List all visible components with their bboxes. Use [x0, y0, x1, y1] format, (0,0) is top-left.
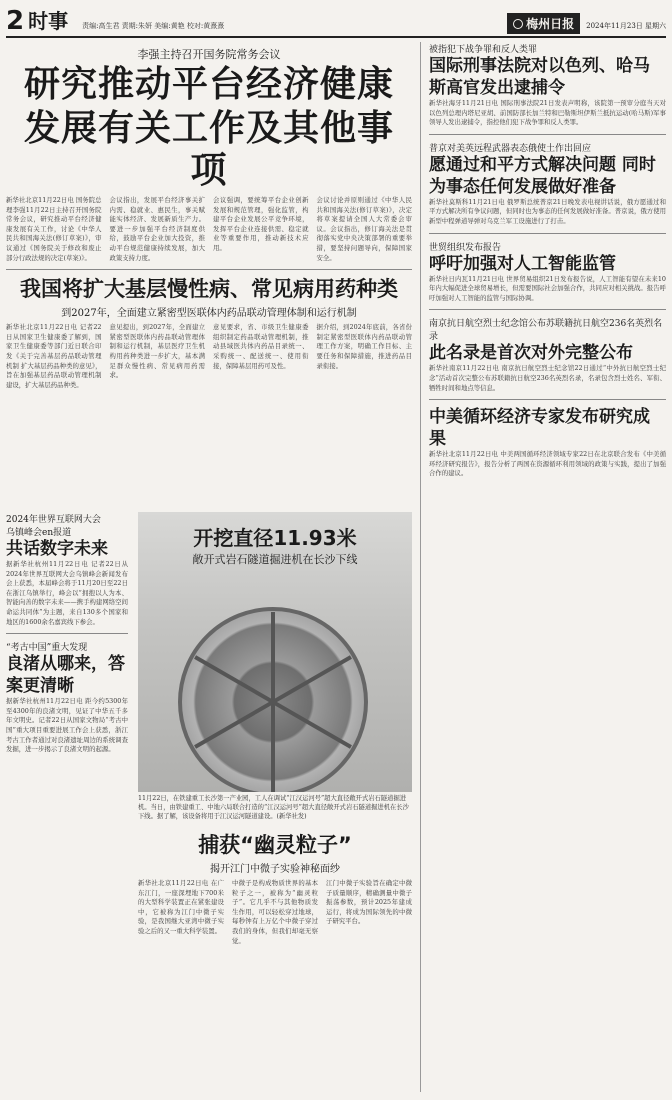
icc-title: 国际刑事法院对以色列、哈马斯高官发出逮捕令 — [429, 56, 650, 98]
drugs-paragraph: 意见提出，到2027年，全面建立紧密型医联体内药品联动管理体制和运行机制，基层医疗卫生机构用药种类进一步扩大，基本满足群众慢性病、常见病用药需求。 — [109, 323, 205, 380]
forum-kicker: 2024年世界互联网大会 — [6, 515, 101, 525]
photo-caption: 11月22日，在铁建重工长沙第一产业园，工人在调试“江汉运河号”超大直径敞开式岩石隧道掘进机。当日，由铁建重工、中地六局联合打造的“江汉运河号”超大直径敞开式岩石隧道掘进机在长沙下线。据了解，该设备将用于江汉运河隧道建设。(新华社发) — [138, 795, 409, 820]
page-header — [6, 6, 666, 38]
ghost-paragraph: 中微子是构成物质世界的基本粒子之一，被称为“幽灵粒子”。它几乎不与其他物质发生作用，可以轻松穿过地球，每秒钟有上万亿个中微子穿过我们的身体，但我们却毫无察觉。 — [232, 879, 318, 945]
memorial-kicker: 南京抗日航空烈士纪念馆公布苏联籍抗日航空236名英烈名录 — [429, 319, 663, 343]
forum-article — [6, 512, 128, 755]
ghost-article — [138, 832, 412, 946]
lead-title-1: 研究推动平台经济健康 — [23, 64, 394, 105]
forum-kicker-2: 乌镇峰会en报道 — [6, 528, 72, 538]
ghost-title: 捕获“幽灵粒子” — [198, 833, 352, 857]
photo-title: 开挖直径11.93米 — [193, 526, 357, 550]
icc-kicker: 被指犯下战争罪和反人类罪 — [429, 45, 538, 55]
section-title: 时事 — [28, 9, 69, 33]
forum-title: 共话数字未来 — [6, 539, 108, 559]
circular-econ-body: 新华社北京11月22日电 中美两国循环经济领域专家22日在北京联合发布《中美循环经济研究报告》，报告分析了两国在资源循环利用领域的政策与实践，提出了加强合作的建议。 — [429, 450, 666, 478]
putin-kicker: 普京对美英远程武器表态俄使土作出回应 — [429, 143, 592, 154]
heritage-kicker: “考古中国”重大发现 — [6, 643, 88, 654]
lead-paragraph: 会议指出，发展平台经济事关扩内需、稳就业、惠民生，事关赋能实体经济、发展新质生产力。要进一步加强平台经济制度供给，鼓励平台企业加大投资，推动平台规范健康持续发展，加大政策支持力度。 — [109, 196, 205, 262]
left-column — [6, 42, 412, 945]
lead-kicker: 李强主持召开国务院常务会议 — [137, 48, 281, 61]
photo-credit: (新华社发) — [276, 813, 307, 820]
drugs-subtitle: 到2027年，全面建立紧密型医联体内药品联动管理体制和运行机制 — [61, 308, 357, 320]
heritage-body: 据新华社杭州11月22日电 距今约5300年至4300年的良渚文明，见证了中华五千多年文明史。记者22日从国家文物局“考古中国”重大项目重要进展工作会上获悉，浙江考古工作者通过对良渚遗址周边的系统调查发掘，进一步揭示了良渚文明的起源。 — [6, 697, 128, 754]
ghost-paragraph: 新华社北京11月22日电 在广东江门，一座深埋地下700米的大型科学装置正在紧张建设中，它被称为江门中微子实验，是我国继大亚湾中微子实验之后的又一重大科学装置。 — [138, 879, 224, 935]
seal-icon — [513, 19, 523, 29]
ghost-paragraph: 江门中微子实验旨在确定中微子质量顺序，精确测量中微子振荡参数，预计2025年建成运行，将成为国际领先的中微子研究平台。 — [326, 879, 412, 926]
heritage-title: 良渚从哪来，答案更清晰 — [6, 654, 125, 697]
drugs-title: 我国将扩大基层慢性病、常见病用药种类 — [20, 277, 398, 302]
memorial-title: 此名录是首次对外完整公布 — [429, 343, 633, 364]
lead-paragraph: 会议讨论并原则通过《中华人民共和国海关法(修订草案)》，决定将草案提请全国人大常委会审议。会议指出，修订海关法是贯彻落实党中央决策部署的重要举措，要坚持问题导向，保障国家安全。 — [316, 196, 412, 262]
tunnel-photo — [138, 512, 412, 792]
drugs-paragraph: 新华社北京11月22日电 记者22日从国家卫生健康委了解到，国家卫生健康委等部门近日联合印发《关于完善基层药品联动管理机制 扩大基层药品种类的意见》，旨在加强基层药品联动管理机制建设，扩大基层药品种类。 — [6, 323, 102, 389]
ghost-subtitle: 揭开江门中微子实验神秘面纱 — [210, 864, 340, 875]
wto-body: 新华社日内瓦11月21日电 世界贸易组织21日发布报告说，人工智能有望在未来10年内大幅促进全球贸易增长，但需要国际社会加强合作，共同应对相关挑战。报告呼吁加强对人工智能的监管与国际协调。 — [429, 274, 666, 302]
putin-title: 愿通过和平方式解决问题 同时为事态任何发展做好准备 — [429, 154, 656, 197]
wto-title: 呼吁加强对人工智能监管 — [429, 253, 616, 274]
right-column — [420, 42, 666, 1092]
page-number: 2 — [6, 6, 25, 36]
drugs-paragraph: 据介绍，到2024年底前，各省份制定紧密型医联体内药品联动管理工作方案，明确工作目标、主要任务和保障措施，推进药品目录衔接。 — [316, 323, 412, 370]
icc-body: 新华社海牙11月21日电 国际刑事法院21日发表声明称，该院第一预审分庭当天对以色列总理内塔尼亚胡、前国防部长加兰特和巴勒斯坦伊斯兰抵抗运动(哈马斯)军事领导人发出逮捕令，指控他们犯下战争罪和反人类罪。 — [429, 99, 666, 127]
putin-body: 新华社莫斯科11月21日电 俄罗斯总统普京21日晚发表电视讲话说，俄方愿通过和平方式解决所有争议问题，但同时也为事态的任何发展做好准备。普京说，俄方使用新型中程弹道导弹对乌克兰军工设施进行了打击。 — [429, 197, 666, 225]
forum-body: 据新华社杭州11月22日电 记者22日从2024年世界互联网大会乌镇峰会新闻发布会上获悉，本届峰会将于11月20日至22日在浙江乌镇举行，峰会以“拥抱以人为本、智能向善的数字未来——携手构建网络空间命运共同体”为主题，来自130多个国家和地区的1600余名嘉宾线下参会。 — [6, 560, 128, 626]
paper-logo: 梅州日报 — [507, 13, 580, 34]
drugs-paragraph: 意见要求，省、市级卫生健康委组织制定药品联动管理机制，推动县域医共体内药品目录统一、采购统一、配送统一、使用衔接，保障基层用药可及性。 — [213, 323, 309, 370]
photo-subtitle: 敞开式岩石隧道掘进机在长沙下线 — [192, 553, 358, 566]
lead-title-2: 发展有关工作及其他事项 — [23, 108, 394, 191]
lead-paragraph: 新华社北京11月22日电 国务院总理李强11月22日主持召开国务院常务会议，研究推动平台经济健康发展有关工作，讨论《中华人民共和国海关法(修订草案)》，审议通过《国务院关于修改和废止部分行政法规的决定(草案)》。 — [6, 196, 102, 262]
wto-kicker: 世贸组织发布报告 — [429, 242, 502, 253]
memorial-body: 新华社南京11月22日电 南京抗日航空烈士纪念馆22日通过“中外抗日航空烈士纪念”活动首次完整公布苏联籍抗日航空236名英烈名录，名录包含烈士姓名、军衔、牺牲时间和地点等信息。 — [429, 364, 666, 392]
editor-credits: 责编:高生君 责期:朱妍 美编:黄艳 校对:黄熹熹 — [82, 22, 225, 30]
issue-date: 2024年11月23日 星期六 — [586, 22, 666, 30]
circular-econ-title: 中美循环经济专家发布研究成果 — [429, 407, 650, 450]
drugs-body — [6, 323, 412, 390]
lead-paragraph: 会议强调，要统筹平台企业创新发展和规范管理，强化监管，构建平台企业发展公平竞争环境，发挥平台企业连接供需、稳定就业等重要作用，推动新技术应用。 — [213, 196, 309, 252]
lead-body — [6, 196, 412, 263]
